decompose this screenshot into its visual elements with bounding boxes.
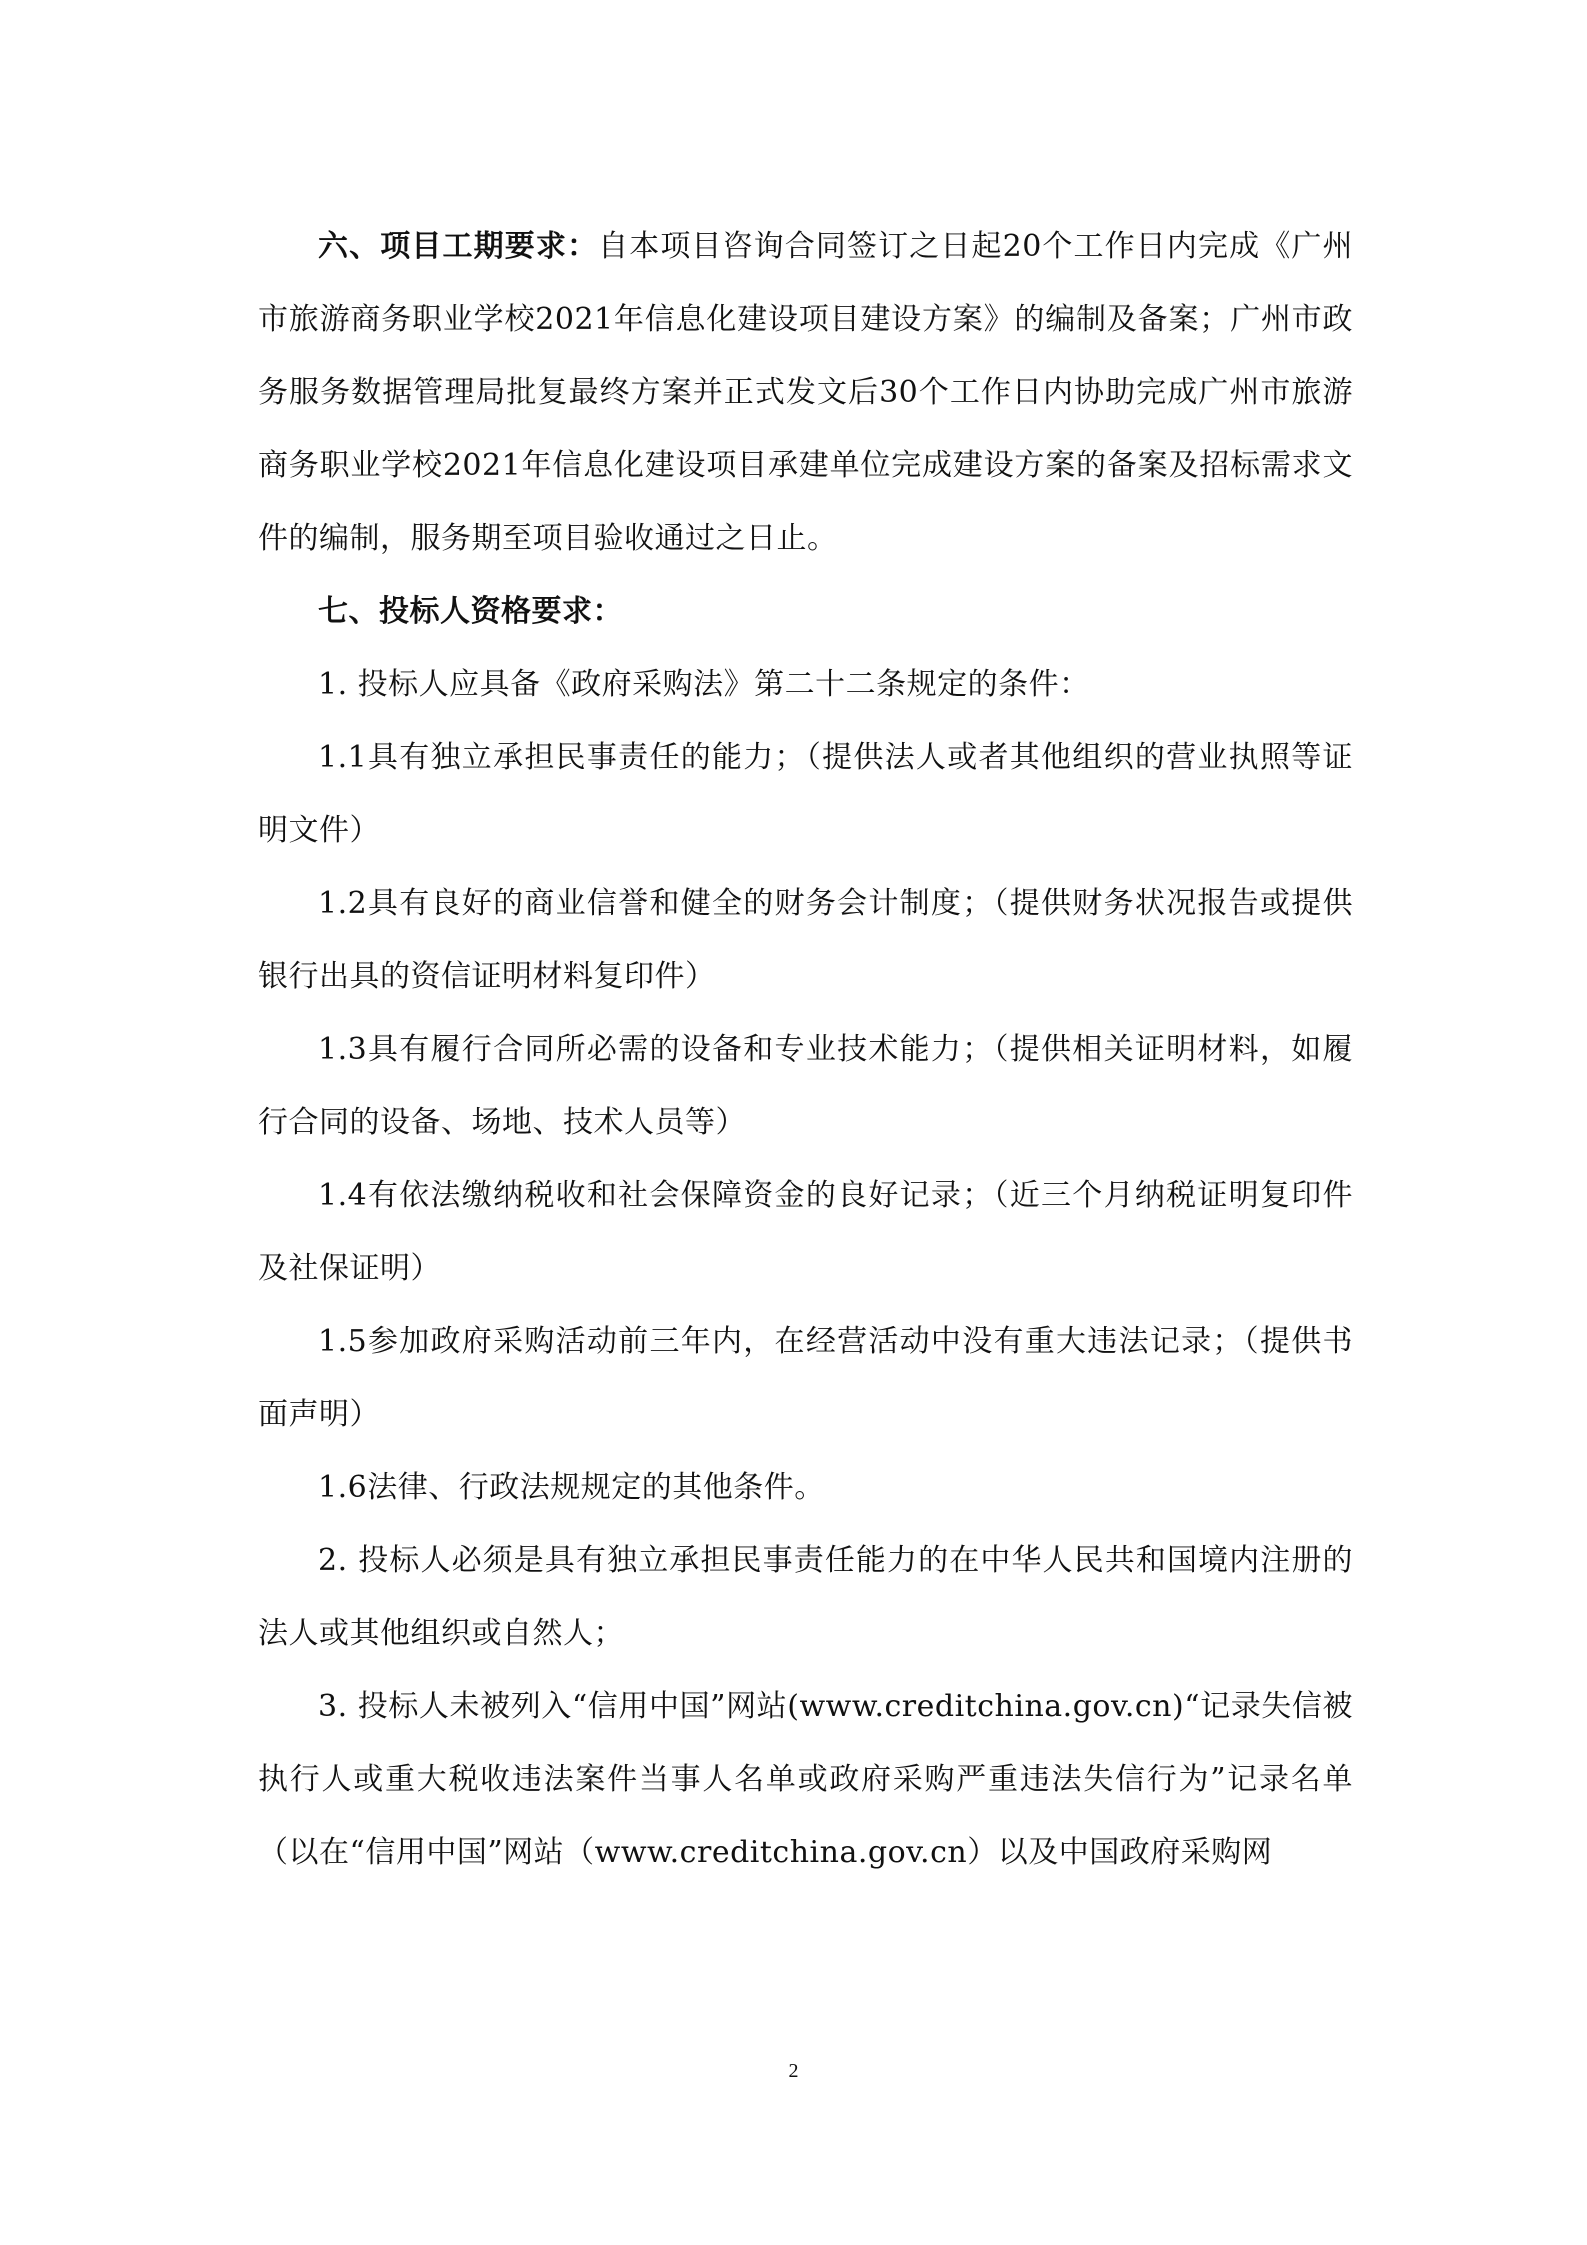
requirement-item-1-6: 1.6法律、行政法规规定的其他条件。 [318, 1470, 825, 1505]
section-6-text: 自本项目咨询合同签订之日起20个工作日内完成《广州市旅游商务职业学校2021年信息化建设项目建设方案》的编制及备案；广州市政务服务数据管理局批复最终方案并正式发文后30个工作日内协助完成广州市旅游商务职业学校2021年信息化建设项目承建单位完成建设方案的备案及招标需求文件的编制，服务期至项目验收通过之日止。 [258, 229, 1353, 556]
requirement-item-1-3: 1.3具有履行合同所必需的设备和专业技术能力；（提供相关证明材料，如履行合同的设备、场地、技术人员等） [258, 1032, 1353, 1140]
section-6-heading: 六、项目工期要求： [318, 229, 599, 264]
section-7-heading: 七、投标人资格要求： [318, 594, 623, 629]
document-body [258, 210, 1353, 1889]
page-number: 2 [788, 2060, 799, 2082]
requirement-item-1-4: 1.4有依法缴纳税收和社会保障资金的良好记录；（近三个月纳税证明复印件及社保证明） [258, 1178, 1353, 1286]
requirement-item-3: 3. 投标人未被列入“信用中国”网站(www.creditchina.gov.cn)“记录失信被执行人或重大税收违法案件当事人名单或政府采购严重违法失信行为”记录名单（以在“信用中国”网站（www.creditchina.gov.cn）以及中国政府采购网 [258, 1689, 1353, 1870]
requirement-item-1-5: 1.5参加政府采购活动前三年内，在经营活动中没有重大违法记录；（提供书面声明） [258, 1324, 1353, 1432]
requirement-item-2: 2. 投标人必须是具有独立承担民事责任能力的在中华人民共和国境内注册的法人或其他组织或自然人； [258, 1543, 1353, 1651]
requirement-item-1-2: 1.2具有良好的商业信誉和健全的财务会计制度；（提供财务状况报告或提供银行出具的资信证明材料复印件） [258, 886, 1353, 994]
requirement-item-1-1: 1.1具有独立承担民事责任的能力；（提供法人或者其他组织的营业执照等证明文件） [258, 740, 1353, 848]
requirement-item-1: 1. 投标人应具备《政府采购法》第二十二条规定的条件： [318, 667, 1090, 702]
section-6-paragraph [258, 210, 1353, 575]
